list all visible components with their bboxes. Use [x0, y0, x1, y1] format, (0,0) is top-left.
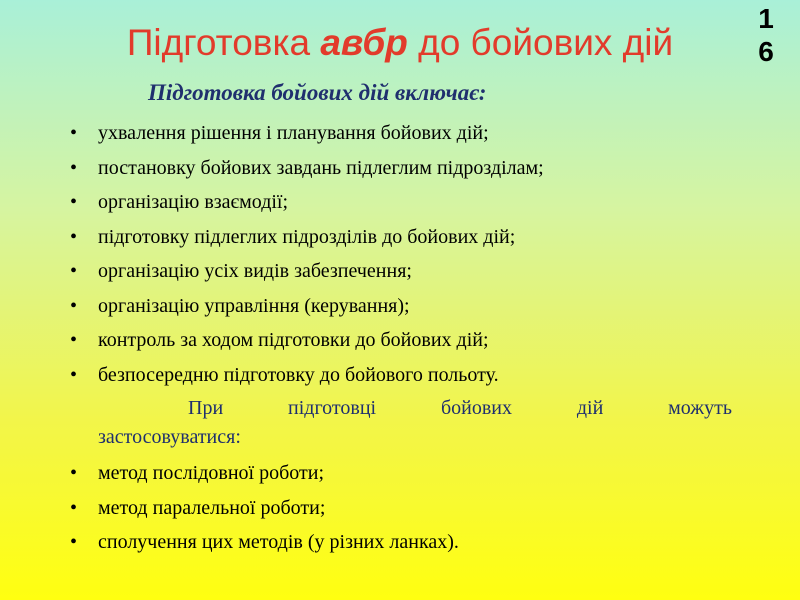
list-item	[70, 525, 732, 560]
list-item	[70, 151, 732, 186]
list-item-text: метод послідовної роботи;	[98, 462, 325, 484]
list-item	[70, 456, 732, 491]
bullet-icon: •	[70, 260, 78, 282]
list-item-text: безпосередню підготовку до бойового польоту.	[98, 363, 499, 386]
list-item	[70, 116, 732, 151]
methods-note	[70, 394, 732, 452]
bullet-icon: •	[70, 329, 78, 351]
bullet-icon: •	[70, 156, 78, 179]
bullet-icon: •	[70, 462, 78, 484]
bullet-icon: •	[70, 363, 78, 386]
section-subtitle: Підготовка бойових дій включає:	[148, 80, 487, 105]
list-item-text: організацію взаємодії;	[98, 191, 289, 213]
list-item	[70, 289, 732, 324]
list-item-text: організацію управління (керування);	[98, 294, 410, 317]
methods-note-line-2: застосовуватися:	[98, 426, 241, 448]
list-item-text: ухвалення рішення і планування бойових дій;	[98, 122, 489, 144]
methods-note-line-1: При підготовці бойових дій можуть	[188, 397, 732, 419]
preparation-list	[70, 116, 732, 392]
slide-number: 16	[758, 3, 774, 67]
list-item-text: постановку бойових завдань підлеглим підрозділам;	[98, 156, 544, 179]
bullet-icon: •	[70, 531, 78, 553]
title-part-1: Підготовка	[126, 22, 321, 63]
list-item	[70, 254, 732, 289]
list-item	[70, 220, 732, 255]
slide-content	[70, 116, 732, 560]
slide-title	[0, 22, 800, 64]
list-item-text: підготовку підлеглих підрозділів до бойових дій;	[98, 225, 516, 248]
title-part-2: до бойових дій	[407, 22, 674, 63]
list-item	[70, 491, 732, 526]
list-item-text: метод паралельної роботи;	[98, 496, 326, 519]
list-item-text: організацію усіх видів забезпечення;	[98, 260, 412, 282]
list-item	[70, 185, 732, 220]
list-item	[70, 358, 732, 393]
bullet-icon: •	[70, 225, 78, 248]
list-item-text: контроль за ходом підготовки до бойових дій;	[98, 329, 489, 351]
bullet-icon: •	[70, 122, 78, 144]
bullet-icon: •	[70, 496, 78, 519]
list-item	[70, 323, 732, 358]
bullet-icon: •	[70, 191, 78, 213]
list-item-text: сполучення цих методів (у різних ланках).	[98, 531, 459, 553]
title-emphasis: авбр	[320, 22, 408, 63]
bullet-icon: •	[70, 294, 78, 317]
methods-list	[70, 456, 732, 560]
